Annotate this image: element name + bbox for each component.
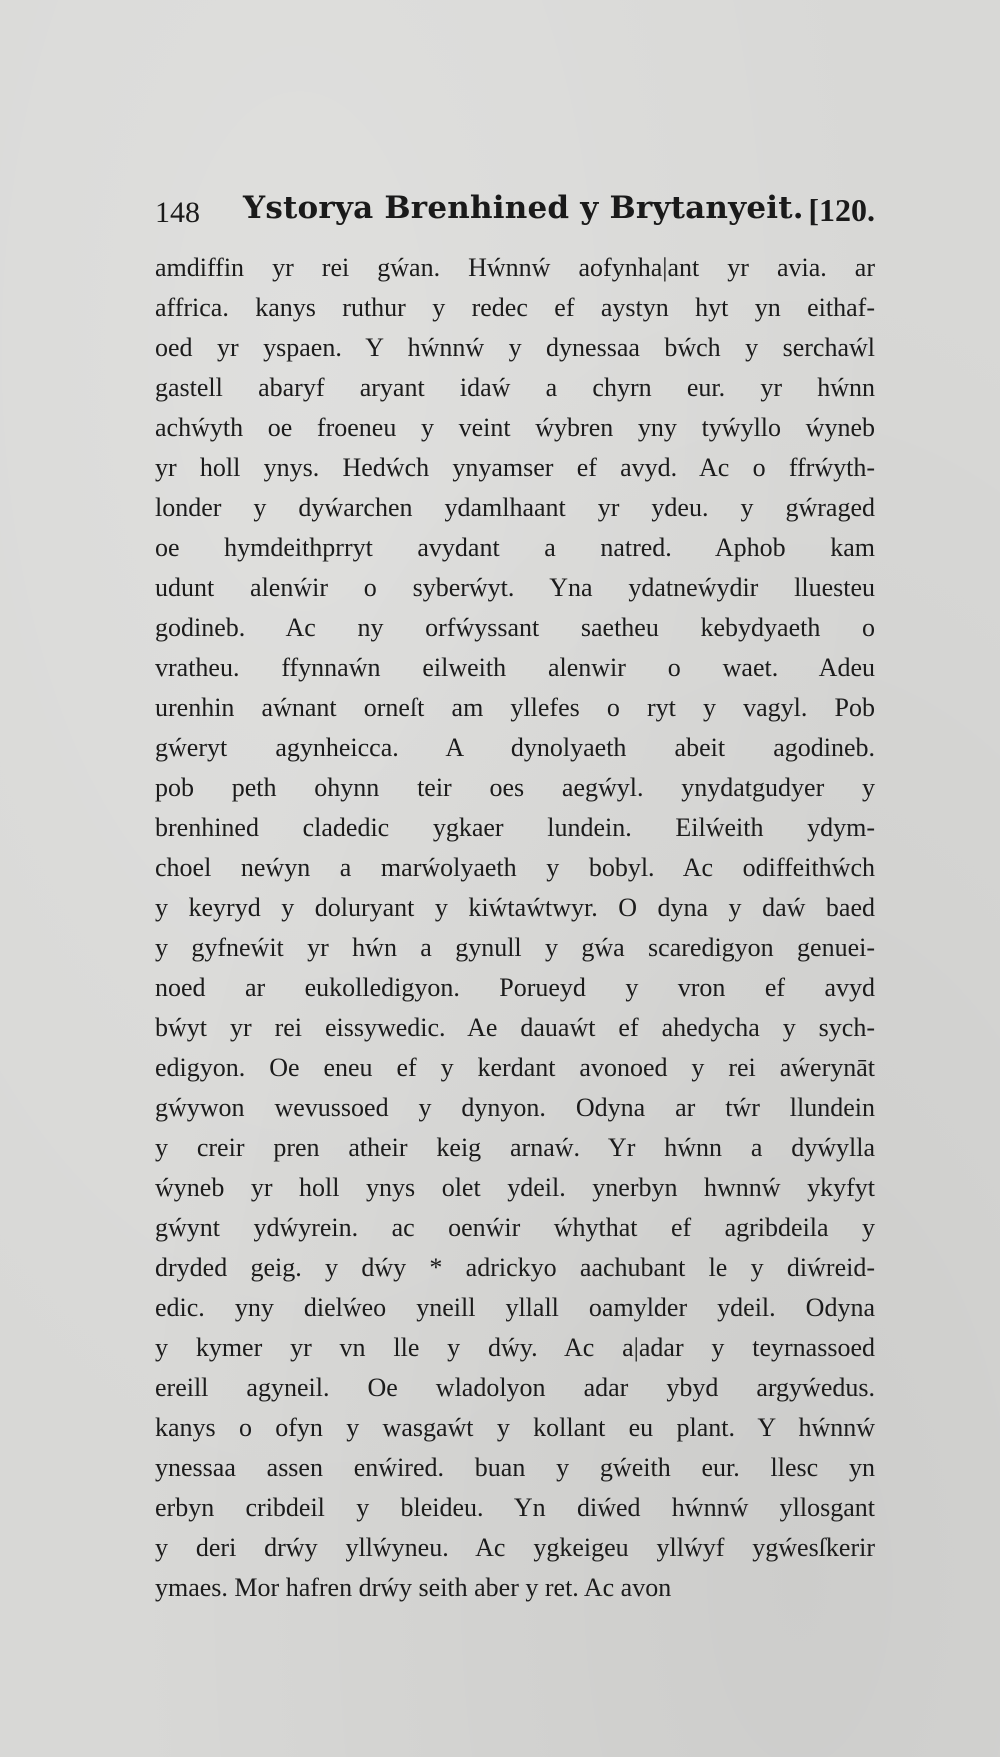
- text-line: noed ar eukolledigyon. Porueyd y vron ef avyd: [155, 973, 875, 1002]
- text-line: achẃyth oe froeneu y veint ẃybren yny tyẃyllo ẃyneb: [155, 413, 875, 442]
- text-line: gẃeryt agynheicca. A dynolyaeth abeit agodineb.: [155, 733, 875, 762]
- text-line: amdiffin yr rei gẃan. Hẃnnẃ aofynha|ant yr avia. ar: [155, 253, 875, 282]
- text-line: pob peth ohynn teir oes aegẃyl. ynydatgudyer y: [155, 773, 875, 802]
- text-line: brenhined cladedic ygkaer lundein. Eilẃeith ydym-: [155, 813, 875, 842]
- running-title: Ystorya Brenhined y Brytanyeit.: [243, 190, 804, 226]
- text-line: ynessaa assen enẃired. buan y gẃeith eur. llesc yn: [155, 1453, 875, 1482]
- page-number: 148: [155, 196, 200, 229]
- text-line: ẃyneb yr holl ynys olet ydeil. ynerbyn hwnnẃ ykyfyt: [155, 1173, 875, 1202]
- text-line: bẃyt yr rei eissywedic. Ae dauaẃt ef ahedycha y sych-: [155, 1013, 875, 1042]
- text-line: erbyn cribdeil y bleideu. Yn diẃed hẃnnẃ yllosgant: [155, 1493, 875, 1522]
- text-line: y keyryd y doluryant y kiẃtaẃtwyr. O dyna y daẃ baed: [155, 893, 875, 922]
- page-header: [155, 190, 875, 240]
- text-line: y gyfneẃit yr hẃn a gynull y gẃa scaredigyon genuei-: [155, 933, 875, 962]
- text-line: gastell abaryf aryant idaẃ a chyrn eur. yr hẃnn: [155, 373, 875, 402]
- text-line: affrica. kanys ruthur y redec ef aystyn hyt yn eithaf-: [155, 293, 875, 322]
- text-line: edigyon. Oe eneu ef y kerdant avonoed y rei aẃerynāt: [155, 1053, 875, 1082]
- text-line: kanys o ofyn y wasgaẃt y kollant eu plant. Y hẃnnẃ: [155, 1413, 875, 1442]
- text-line: oe hymdeithprryt avydant a natred. Aphob kam: [155, 533, 875, 562]
- text-line: y creir pren atheir keig arnaẃ. Yr hẃnn a dyẃylla: [155, 1133, 875, 1162]
- text-line: ereill agyneil. Oe wladolyon adar ybyd argyẃedus.: [155, 1373, 875, 1402]
- text-line: y kymer yr vn lle y dẃy. Ac a|adar y teyrnassoed: [155, 1333, 875, 1362]
- body-text: [155, 248, 875, 1608]
- text-line: edic. yny dielẃeo yneill yllall oamylder ydeil. Odyna: [155, 1293, 875, 1322]
- text-line: oed yr yspaen. Y hẃnnẃ y dynessaa bẃch y serchaẃl: [155, 333, 875, 362]
- text-line: choel neẃyn a marẃolyaeth y bobyl. Ac odiffeithẃch: [155, 853, 875, 882]
- text-line: y deri drẃy yllẃyneu. Ac ygkeigeu yllẃyf ygẃesſkerir: [155, 1533, 875, 1562]
- text-line: gẃynt ydẃyrein. ac oenẃir ẃhythat ef agribdeila y: [155, 1213, 875, 1242]
- text-line: ymaes. Mor hafren drẃy seith aber y ret. Ac avon: [155, 1573, 672, 1602]
- text-line: londer y dyẃarchen ydamlhaant yr ydeu. y gẃraged: [155, 493, 875, 522]
- text-line: urenhin aẃnant orneſt am yllefes o ryt y vagyl. Pob: [155, 693, 875, 722]
- text-line: yr holl ynys. Hedẃch ynyamser ef avyd. Ac o ffrẃyth-: [155, 453, 875, 482]
- text-line: godineb. Ac ny orfẃyssant saetheu kebydyaeth o: [155, 613, 875, 642]
- section-number: [120.: [808, 192, 875, 228]
- text-line: udunt alenẃir o syberẃyt. Yna ydatneẃydir lluesteu: [155, 573, 875, 602]
- text-line: dryded geig. y dẃy * adrickyo aachubant le y diẃreid-: [155, 1253, 875, 1282]
- text-line: gẃywon wevussoed y dynyon. Odyna ar tẃr llundein: [155, 1093, 875, 1122]
- text-line: vratheu. ffynnaẃn eilweith alenwir o waet. Adeu: [155, 653, 875, 682]
